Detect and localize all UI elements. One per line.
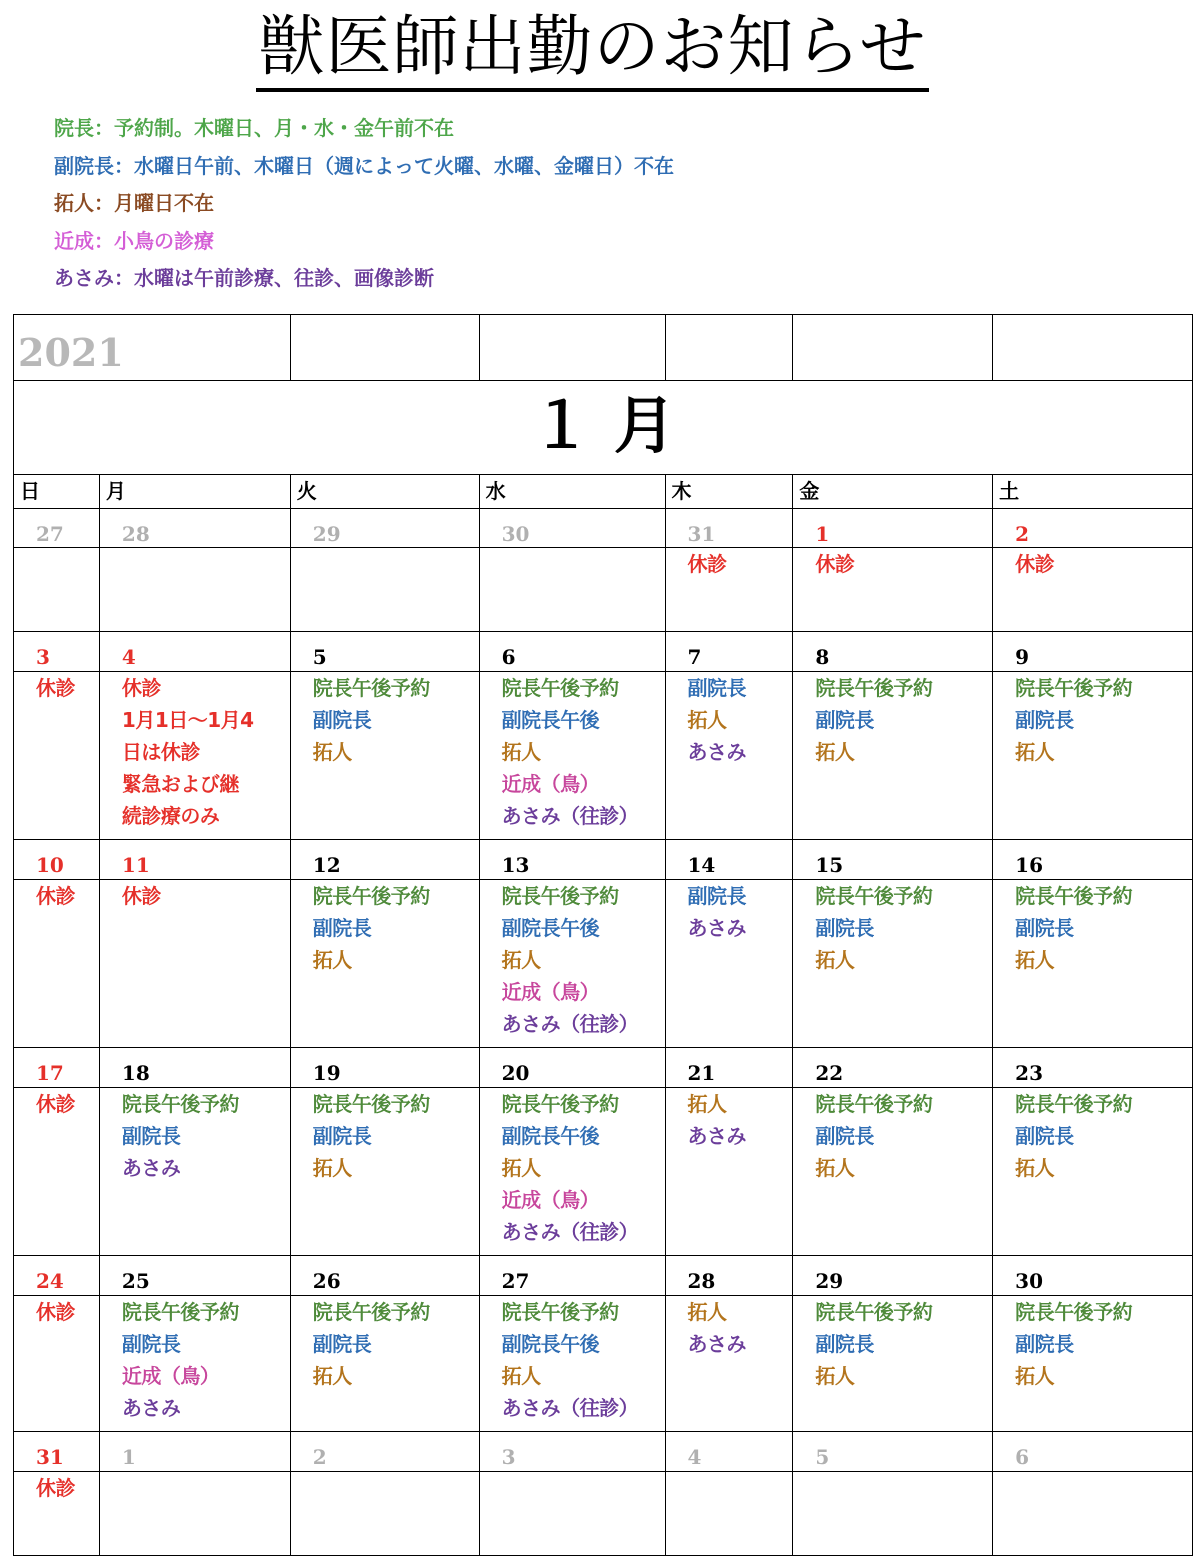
weekday-mon: 月 [99,475,290,509]
year-label: 2021 [14,315,291,381]
schedule-entry: 院長午後予約 [312,676,430,700]
day-schedule [993,548,1193,632]
schedule-entry: 近成（鳥） [501,772,600,796]
schedule-entry: 院長午後予約 [121,1300,239,1324]
schedule-entry: 院長午後予約 [501,1300,619,1324]
day-schedule [479,1296,665,1432]
legend-konari: 近成：小鳥の診療 [54,228,214,253]
day-schedule [793,548,993,632]
day-schedule [14,548,100,632]
schedule-entry: 拓人 [1015,948,1055,972]
schedule-entry: 拓人 [815,1364,855,1388]
day-number: 1 [99,1432,290,1472]
day-schedule [99,548,290,632]
staff-legend [54,110,674,298]
schedule-entry: 院長午後予約 [312,1092,430,1116]
schedule-entry: 拓人 [815,740,855,764]
schedule-entry: 休診 [36,884,75,908]
schedule-entry: 副院長午後 [501,916,600,940]
schedule-entry: 副院長 [815,1332,874,1356]
schedule-entry: 院長午後予約 [1015,1092,1133,1116]
schedule-entry: あさみ [687,916,747,940]
calendar-table [13,314,1193,1556]
day-number: 13 [479,840,665,880]
schedule-entry: 院長午後予約 [815,1092,933,1116]
schedule-entry: 拓人 [312,1156,352,1180]
day-number: 18 [99,1048,290,1088]
schedule-entry: 拓人 [687,708,727,732]
week-date-row [14,840,1193,880]
schedule-entry: 休診 [687,552,727,576]
day-number: 20 [479,1048,665,1088]
schedule-entry: 副院長 [312,708,372,732]
day-schedule [99,880,290,1048]
day-schedule [665,1296,793,1432]
day-schedule [14,672,100,840]
weekday-wed: 水 [479,475,665,509]
schedule-entry: 副院長 [1015,1332,1074,1356]
day-number: 4 [99,632,290,672]
day-number: 25 [99,1256,290,1296]
day-number: 27 [479,1256,665,1296]
day-number: 30 [479,509,665,548]
year-row [14,315,1193,381]
day-schedule [993,672,1193,840]
day-number: 6 [479,632,665,672]
blank-cell [793,315,993,381]
schedule-entry: 拓人 [501,948,541,972]
schedule-entry: 院長午後予約 [501,676,619,700]
schedule-entry: あさみ（往診） [501,1220,639,1244]
schedule-entry: あさみ [121,1156,181,1180]
day-number: 5 [793,1432,993,1472]
week-date-row [14,509,1193,548]
day-number: 6 [993,1432,1193,1472]
day-number: 27 [14,509,100,548]
schedule-entry: 拓人 [1015,1156,1055,1180]
schedule-entry: 拓人 [312,948,352,972]
day-number: 24 [14,1256,100,1296]
week-entry-row [14,1472,1193,1556]
day-number: 2 [290,1432,479,1472]
schedule-entry: 院長午後予約 [815,1300,933,1324]
day-number: 16 [993,840,1193,880]
blank-cell [665,315,793,381]
day-schedule [290,880,479,1048]
weekday-sat: 土 [993,475,1193,509]
day-schedule [99,1296,290,1432]
schedule-entry: あさみ（往診） [501,1012,639,1036]
schedule-entry: 副院長 [312,916,372,940]
schedule-entry: 拓人 [815,948,855,972]
schedule-entry: 拓人 [815,1156,855,1180]
day-schedule [290,1088,479,1256]
day-schedule [479,548,665,632]
week-date-row [14,1048,1193,1088]
day-schedule [14,1472,100,1556]
week-date-row [14,1432,1193,1472]
schedule-entry: 休診 [121,884,161,908]
page-title: 獣医師出勤のお知らせ [256,6,928,92]
day-number: 9 [993,632,1193,672]
day-number: 26 [290,1256,479,1296]
schedule-entry: 休診 [36,1476,75,1500]
page-title-wrap [0,6,1185,92]
week-entry-row [14,548,1193,632]
day-number: 3 [14,632,100,672]
schedule-entry: 休診 [36,1092,75,1116]
day-number: 31 [665,509,793,548]
schedule-entry: 副院長 [815,708,874,732]
day-number: 17 [14,1048,100,1088]
week-date-row [14,632,1193,672]
schedule-entry: 拓人 [501,1156,541,1180]
schedule-entry: 日は休診 [121,740,200,764]
legend-asami: あさみ：水曜は午前診療、往診、画像診断 [54,266,434,290]
day-schedule [290,548,479,632]
day-schedule [665,548,793,632]
month-label: １ 月 [14,381,1193,475]
day-schedule [14,1088,100,1256]
day-number: 28 [665,1256,793,1296]
day-schedule [665,672,793,840]
day-schedule [665,1088,793,1256]
schedule-entry: 副院長 [1015,916,1074,940]
day-number: 3 [479,1432,665,1472]
schedule-entry: 拓人 [312,740,352,764]
schedule-entry: 近成（鳥） [501,980,600,1004]
week-entry-row [14,672,1193,840]
weekday-row [14,475,1193,509]
day-schedule [993,1088,1193,1256]
day-number: 11 [99,840,290,880]
day-schedule [99,1472,290,1556]
day-schedule [665,880,793,1048]
day-schedule [665,1472,793,1556]
day-number: 29 [793,1256,993,1296]
day-number: 4 [665,1432,793,1472]
schedule-entry: 近成（鳥） [121,1364,220,1388]
month-row [14,381,1193,475]
week-entry-row [14,1088,1193,1256]
day-number: 2 [993,509,1193,548]
schedule-entry: 緊急および継 [121,772,239,796]
schedule-entry: あさみ [687,1124,747,1148]
weekday-tue: 火 [290,475,479,509]
schedule-entry: 院長午後予約 [1015,1300,1133,1324]
schedule-entry: 副院長 [312,1124,372,1148]
weekday-sun: 日 [14,475,100,509]
day-number: 31 [14,1432,100,1472]
day-number: 29 [290,509,479,548]
schedule-entry: 副院長午後 [501,1124,600,1148]
blank-cell [290,315,479,381]
day-schedule [793,1088,993,1256]
day-number: 15 [793,840,993,880]
day-number: 10 [14,840,100,880]
schedule-entry: 副院長 [687,884,747,908]
legend-takuto: 拓人：月曜日不在 [54,191,214,215]
day-schedule [290,672,479,840]
schedule-entry: 副院長午後 [501,708,600,732]
schedule-entry: 1月1日～1月4 [121,708,254,732]
day-number: 28 [99,509,290,548]
day-number: 7 [665,632,793,672]
schedule-entry: あさみ（往診） [501,1396,639,1420]
schedule-entry: 副院長 [121,1124,181,1148]
schedule-entry: 副院長 [1015,1124,1074,1148]
day-number: 23 [993,1048,1193,1088]
schedule-entry: 休診 [36,676,75,700]
schedule-entry: 副院長 [687,676,747,700]
day-schedule [14,1296,100,1432]
day-number: 12 [290,840,479,880]
schedule-entry: 院長午後予約 [312,1300,430,1324]
day-schedule [993,880,1193,1048]
schedule-entry: あさみ [687,740,747,764]
schedule-entry: 休診 [815,552,855,576]
day-schedule [793,880,993,1048]
day-schedule [14,880,100,1048]
day-number: 21 [665,1048,793,1088]
schedule-entry: 近成（鳥） [501,1188,600,1212]
day-schedule [479,1088,665,1256]
day-number: 19 [290,1048,479,1088]
schedule-entry: 拓人 [1015,1364,1055,1388]
day-number: 8 [793,632,993,672]
day-schedule [99,1088,290,1256]
schedule-entry: 院長午後予約 [1015,884,1133,908]
blank-cell [993,315,1193,381]
schedule-entry: 副院長 [1015,708,1074,732]
schedule-entry: 院長午後予約 [1015,676,1133,700]
schedule-entry: 続診療のみ [121,804,220,828]
day-number: 30 [993,1256,1193,1296]
day-schedule [290,1296,479,1432]
blank-cell [479,315,665,381]
day-schedule [993,1296,1193,1432]
day-schedule [479,1472,665,1556]
schedule-entry: 拓人 [501,1364,541,1388]
day-schedule [993,1472,1193,1556]
schedule-entry: 副院長午後 [501,1332,600,1356]
schedule-entry: 休診 [1015,552,1055,576]
schedule-entry: 拓人 [1015,740,1055,764]
schedule-entry: 副院長 [815,916,874,940]
schedule-entry: 拓人 [687,1092,727,1116]
day-schedule [793,1296,993,1432]
schedule-entry: 院長午後予約 [815,884,933,908]
schedule-entry: 拓人 [312,1364,352,1388]
week-date-row [14,1256,1193,1296]
schedule-entry: 院長午後予約 [312,884,430,908]
day-number: 1 [793,509,993,548]
schedule-entry: あさみ [687,1332,747,1356]
schedule-entry: 副院長 [121,1332,181,1356]
weekday-thu: 木 [665,475,793,509]
day-schedule [479,672,665,840]
schedule-entry: 院長午後予約 [815,676,933,700]
week-entry-row [14,1296,1193,1432]
day-schedule [290,1472,479,1556]
day-schedule [793,1472,993,1556]
schedule-entry: 休診 [121,676,161,700]
schedule-entry: 院長午後予約 [501,1092,619,1116]
schedule-entry: あさみ（往診） [501,804,639,828]
day-schedule [793,672,993,840]
schedule-entry: 休診 [36,1300,75,1324]
schedule-entry: あさみ [121,1396,181,1420]
schedule-entry: 拓人 [687,1300,727,1324]
day-schedule [479,880,665,1048]
legend-vice-director: 副院長：水曜日午前、木曜日（週によって火曜、水曜、金曜日）不在 [54,153,674,178]
day-schedule [99,672,290,840]
schedule-entry: 副院長 [815,1124,874,1148]
day-number: 14 [665,840,793,880]
schedule-entry: 副院長 [312,1332,372,1356]
day-number: 22 [793,1048,993,1088]
schedule-entry: 拓人 [501,740,541,764]
weekday-fri: 金 [793,475,993,509]
legend-director: 院長：予約制。木曜日、月・水・金午前不在 [54,116,454,140]
schedule-entry: 院長午後予約 [501,884,619,908]
week-entry-row [14,880,1193,1048]
schedule-entry: 院長午後予約 [121,1092,239,1116]
day-number: 5 [290,632,479,672]
